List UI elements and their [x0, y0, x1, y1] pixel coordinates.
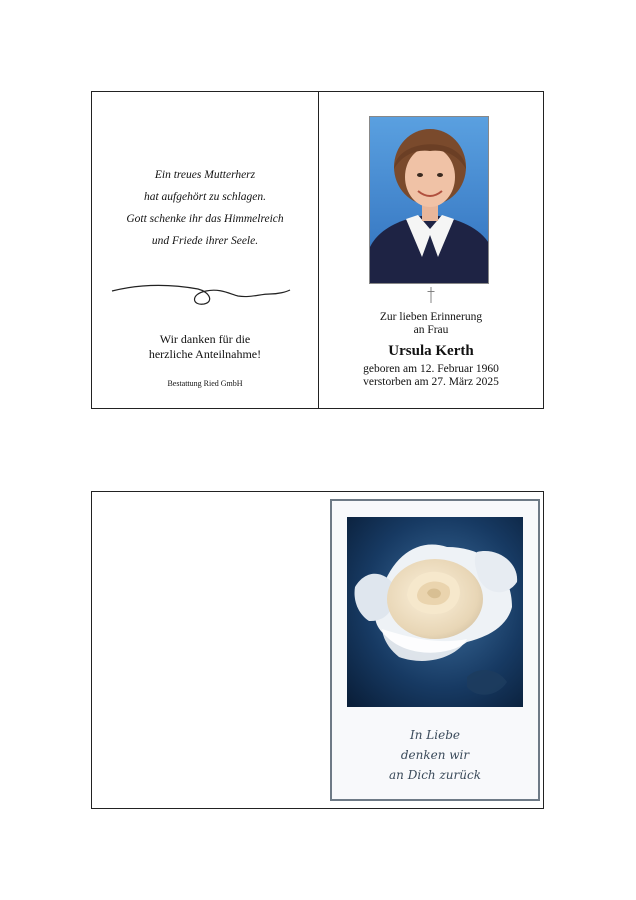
- thanks-text: [92, 332, 318, 362]
- deceased-name: Ursula Kerth: [388, 343, 474, 359]
- thanks-line: Wir danken für die: [159, 332, 251, 346]
- verse-line: und Friede ihrer Seele.: [151, 235, 259, 247]
- memory-line: Zur lieben Erinnerung: [379, 311, 483, 323]
- memory-line: an Frau: [413, 324, 449, 336]
- thanks-line: herzliche Anteilnahme!: [148, 347, 262, 361]
- script-text: [332, 725, 538, 785]
- verse-line: hat aufgehört zu schlagen.: [143, 191, 267, 203]
- script-line: an Dich zurück: [389, 768, 481, 782]
- birth-date: geboren am 12. Februar 1960: [363, 363, 499, 375]
- portrait-photo: [369, 116, 489, 284]
- rose-frame: [330, 499, 540, 801]
- script-line: In Liebe: [410, 728, 460, 742]
- portrait-image: [370, 117, 489, 284]
- memorial-card-inner: [91, 91, 544, 409]
- rose-image: [347, 517, 523, 707]
- life-dates: [319, 363, 543, 389]
- memory-text: [319, 311, 543, 337]
- flourish-ornament: [110, 282, 292, 308]
- verse: [92, 164, 318, 252]
- inner-right-page: [318, 92, 543, 408]
- verse-line: Ein treues Mutterherz: [154, 169, 256, 181]
- rose-photo: [347, 517, 523, 707]
- memorial-card-outer: [91, 491, 544, 809]
- verse-line: Gott schenke ihr das Himmelreich: [126, 213, 284, 225]
- script-line: denken wir: [400, 748, 470, 762]
- outer-front-page: [318, 492, 543, 808]
- death-date: verstorben am 27. März 2025: [363, 376, 499, 388]
- outer-back-page: [92, 492, 318, 808]
- cross-icon: [427, 287, 435, 303]
- funeral-home: Bestattung Ried GmbH: [167, 379, 243, 388]
- inner-left-page: [92, 92, 318, 408]
